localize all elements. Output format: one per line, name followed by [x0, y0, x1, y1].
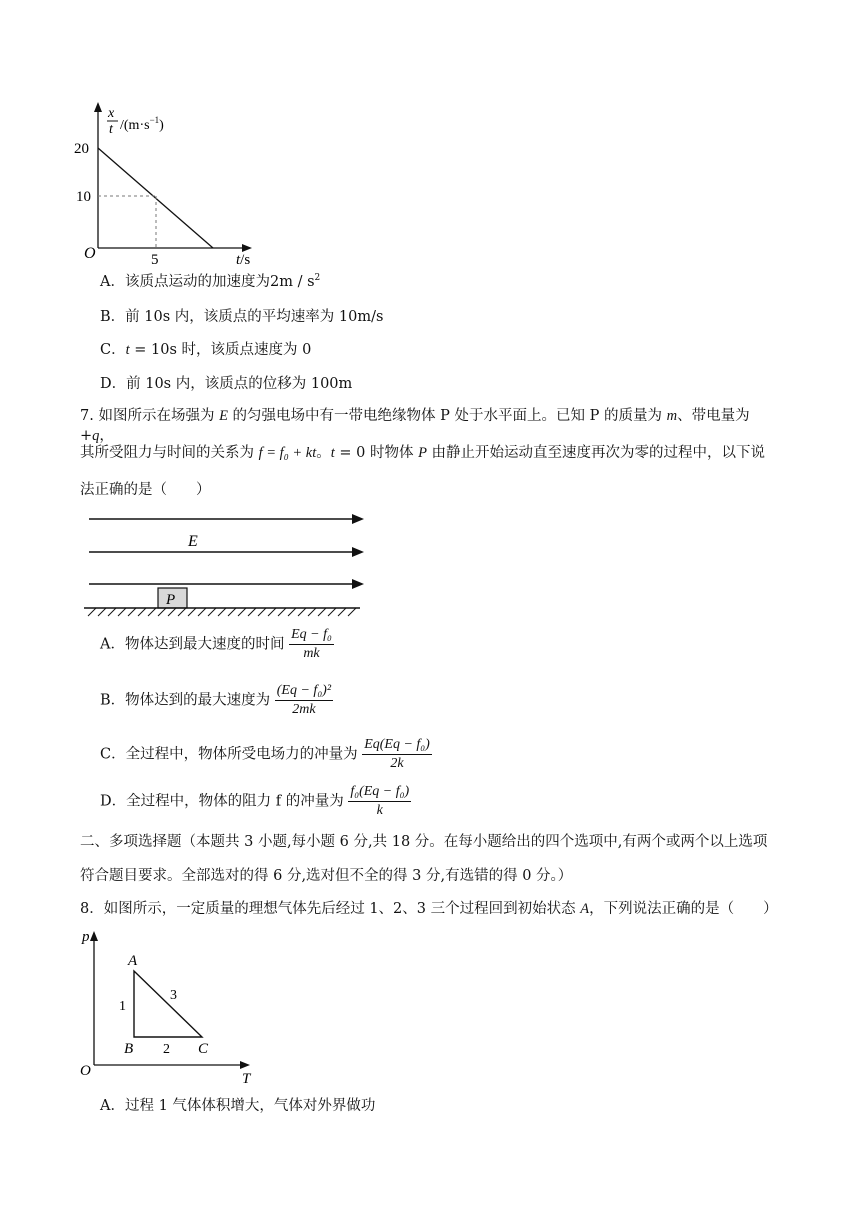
tick-5: 5 [151, 252, 159, 268]
q6-option-d: D．前 10s 内，该质点的位移为 100m [100, 376, 353, 392]
origin-o: O [80, 1063, 91, 1079]
process-3-label: 3 [170, 988, 177, 1003]
q7-line-2: 其所受阻力与时间的关系为 f = f₀ + kt。t = 0 时物体 P 由静止开始运动直至速度再次为零的过程中，以下说 [80, 445, 766, 461]
y-label-numerator: x [108, 106, 115, 121]
p-axis-label: p [82, 929, 90, 945]
process-2-label: 2 [163, 1042, 170, 1057]
q7-line-3: 法正确的是（ ） [80, 482, 211, 498]
x-axis-arrow [242, 244, 252, 252]
q6-option-b: B．前 10s 内，该质点的平均速率为 10m/s [100, 309, 384, 325]
state-b-label: B [124, 1041, 134, 1057]
section-2-line-2: 符合题目要求。全部选对的得 6 分,选对但不全的得 3 分,有选错的得 0 分。） [80, 868, 573, 884]
ground-hatching [88, 608, 356, 616]
q6-option-a: A．该质点运动的加速度为$2m / s^2$ [100, 273, 321, 290]
y-label-denominator: t [109, 122, 113, 137]
q7-option-b: B．物体达到的最大速度为 $\frac{\text{(Eq − f₀)²}}{2mk}$ [100, 683, 332, 717]
q8-option-a: A．过程 1 气体体积增大，气体对外界做功 [100, 1098, 376, 1114]
pressure-temperature-diagram [74, 925, 264, 1085]
origin-label: O [84, 245, 96, 262]
fraction-c: $\frac{\text{Eq(Eq − f₀)}}{2k}$ [364, 737, 430, 771]
q7-option-c: C．全过程中，物体所受电场力的冲量为 $\frac{\text{Eq(Eq − f₀)}}{2k}$ [100, 737, 430, 771]
state-a-label: A [128, 953, 138, 969]
process-1-label: 1 [119, 999, 126, 1014]
t-axis-label: T [242, 1071, 251, 1085]
y-axis-arrow [94, 102, 102, 112]
q7-line-1: 7. 如图所示在场强为 E 的匀强电场中有一带电绝缘物体 P 处于水平面上。已知 P 的质量为 m、带电量为 +q， [80, 408, 750, 444]
q7-option-a: A．物体达到最大速度的时间 $\frac{\text{Eq − f₀}}{mk}$ [100, 627, 332, 661]
state-c-label: C [198, 1041, 209, 1057]
q6-option-c: C．t = 10s 时，该质点速度为 0 [100, 342, 312, 358]
cycle-triangle [134, 971, 202, 1037]
object-p-label: P [166, 592, 176, 608]
fraction-b: $\frac{\text{(Eq − f₀)²}}{2mk}$ [276, 683, 332, 717]
q8-question: 8．如图所示，一定质量的理想气体先后经过 1、2、3 三个过程回到初始状态 A，下列说法正确的是（ ） [80, 901, 778, 917]
y-unit: $/(m\cdot s^{-1})$ [120, 115, 164, 133]
x-label: t/s [236, 252, 251, 268]
tick-10: 10 [76, 189, 91, 205]
q7-option-d: D．全过程中，物体的阻力 f 的冲量为 $\frac{\text{f₀(Eq − f₀)}}{k}$ [100, 784, 410, 818]
fraction-a: $\frac{\text{Eq − f₀}}{mk}$ [291, 627, 332, 661]
velocity-time-graph [70, 100, 260, 270]
section-2-line-1: 二、多项选择题（本题共 3 小题,每小题 6 分,共 18 分。在每小题给出的四个选项中,有两个或两个以上选项 [80, 834, 768, 850]
field-label-e: E [188, 533, 198, 550]
electric-field-figure [84, 508, 374, 618]
fraction-d: $\frac{\text{f₀(Eq − f₀)}}{k}$ [350, 784, 410, 818]
tick-20: 20 [74, 141, 89, 157]
